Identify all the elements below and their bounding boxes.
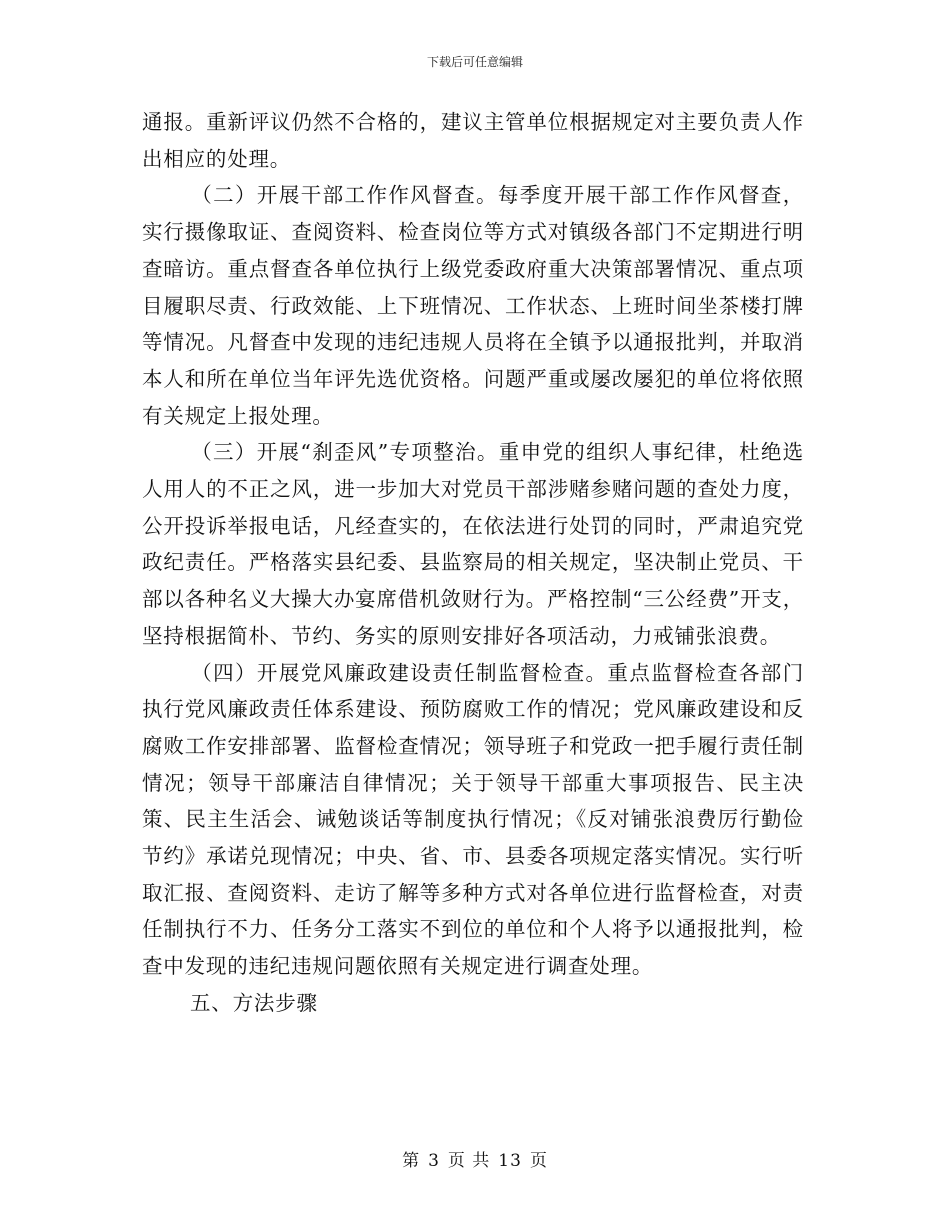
footer-suffix: 页 <box>529 1151 548 1171</box>
page-header: 下载后可任意编辑 <box>426 55 523 69</box>
paragraph-continuation: 通报。重新评议仍然不合格的，建议主管单位根据规定对主要负责人作出相应的处理。 <box>142 110 804 171</box>
footer-prefix: 第 <box>402 1151 421 1171</box>
paragraph-section-2: （二）开展干部工作作风督查。每季度开展干部工作作风督查，实行摄像取证、查阅资料、检查岗位等方式对镇级各部门不定期进行明查暗访。重点督查各单位执行上级党委政府重大决策部署情况、重点项目履职尽责、行政效能、上下班情况、工作状态、上班时间坐茶楼打牌等情况。凡督查中发现的违纪违规人员将在全镇予以通报批判，并取消本人和所在单位当年评先选优资格。问题严重或屡改屡犯的单位将依照有关规定上报处理。 <box>142 183 804 428</box>
paragraph-section-3: （三）开展“刹歪风”专项整治。重申党的组织人事纪律，杜绝选人用人的不正之风，进一步加大对党员干部涉赌参赌问题的查处力度，公开投诉举报电话，凡经查实的，在依法进行处罚的同时，严肃追究党政纪责任。严格落实县纪委、县监察局的相关规定，坚决制止党员、干部以各种名义大操大办宴席借机敛财行为。严格控制“三公经费”开支，坚持根据简朴、节约、务实的原则安排好各项活动，力戒铺张浪费。 <box>142 440 804 648</box>
footer-middle: 页 共 <box>447 1151 491 1171</box>
document-body <box>142 104 804 1022</box>
footer-current-page: 3 <box>428 1151 440 1171</box>
page-footer <box>0 1150 950 1172</box>
paragraph-section-4: （四）开展党风廉政建设责任制监督检查。重点监督检查各部门执行党风廉政责任体系建设、预防腐败工作的情况；党风廉政建设和反腐败工作安排部署、监督检查情况；领导班子和党政一把手履行责任制情况；领导干部廉洁自律情况；关于领导干部重大事项报告、民主决策、民主生活会、诫勉谈话等制度执行情况；《反对铺张浪费厉行勤俭节约》承诺兑现情况；中央、省、市、县委各项规定落实情况。实行听取汇报、查阅资料、走访了解等多种方式对各单位进行监督检查，对责任制执行不力、任务分工落实不到位的单位和个人将予以通报批判，检查中发现的违纪违规问题依照有关规定进行调查处理。 <box>142 660 804 979</box>
footer-total-pages: 13 <box>498 1151 522 1171</box>
section-heading-methods: 五、方法步骤 <box>190 990 318 1015</box>
